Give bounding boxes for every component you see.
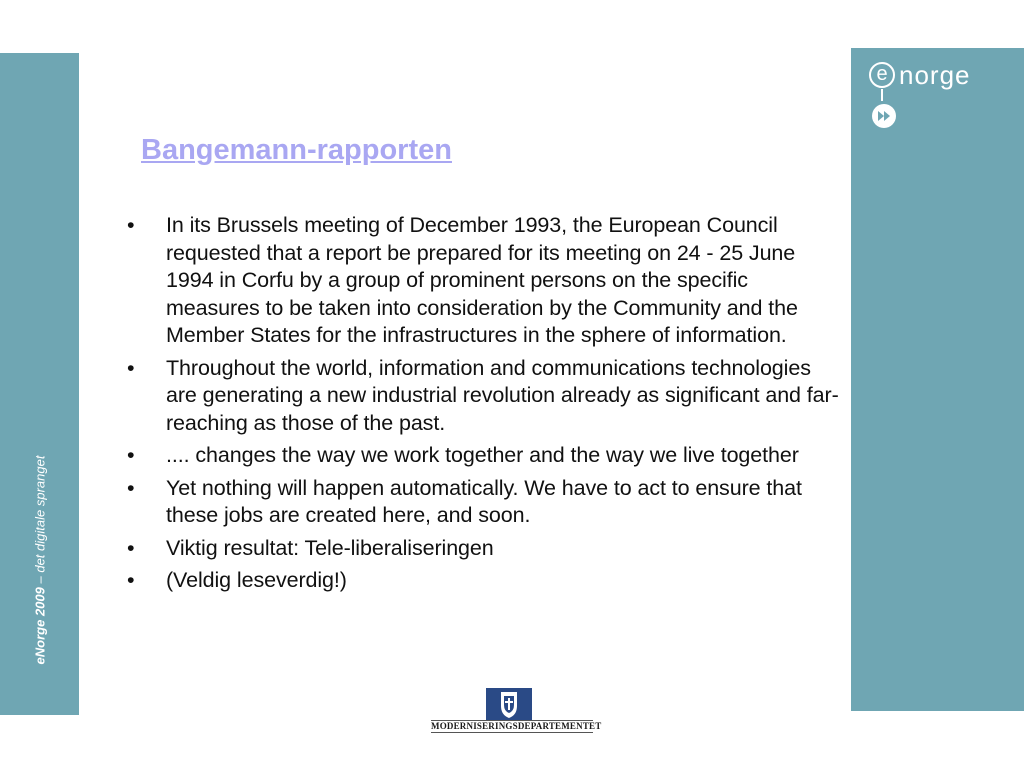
logo-word: norge [899, 60, 971, 90]
bullet-text: Throughout the world, information and communications technologies are generating a new industrial revolution already as significant and far-reaching as those of the past. [166, 355, 839, 435]
right-sidebar [851, 48, 1024, 711]
sidebar-tagline: det digitale spranget [32, 455, 48, 573]
fast-forward-button[interactable] [872, 104, 896, 128]
department-name: MODERNISERINGSDEPARTEMENTET [431, 721, 602, 731]
bullet-marker: • [127, 535, 135, 560]
bullet-marker: • [127, 213, 135, 237]
sidebar-separator: – [32, 572, 48, 588]
bullet-marker: • [127, 443, 135, 467]
norwegian-coat-of-arms-icon [486, 688, 532, 720]
bullet-list [125, 212, 845, 600]
list-item [125, 355, 845, 438]
bullet-text: .... changes the way we work together and the way we live together [166, 443, 799, 467]
list-item [125, 535, 845, 563]
bullet-marker: • [127, 355, 135, 380]
bullet-marker: • [127, 475, 135, 500]
sidebar-caption [33, 456, 48, 665]
logo-connector-line [881, 89, 883, 101]
bullet-text: In its Brussels meeting of December 1993, the European Council requested that a report be prepared for its meeting on 24 - 25 June 1994 in Corfu by a group of prominent persons on the specific measures to be taken into consideration by the Community and the Member States for the infrastructures in the sphere of information. [166, 213, 798, 347]
logo-e-circle: e [869, 62, 895, 88]
list-item [125, 475, 845, 530]
list-item [125, 212, 845, 350]
bullet-text: Viktig resultat: Tele-liberaliseringen [166, 535, 494, 560]
list-item [125, 567, 845, 595]
bullet-text: (Veldig leseverdig!) [166, 568, 347, 592]
bullet-text: Yet nothing will happen automatically. We have to act to ensure that these jobs are created here, and soon. [166, 475, 802, 527]
slide-title[interactable]: Bangemann-rapporten [141, 134, 452, 166]
sidebar-brand: eNorge 2009 [32, 587, 48, 665]
fast-forward-icon [872, 104, 896, 128]
list-item [125, 442, 845, 470]
enorge-logo [869, 62, 989, 98]
bullet-marker: • [127, 568, 135, 592]
